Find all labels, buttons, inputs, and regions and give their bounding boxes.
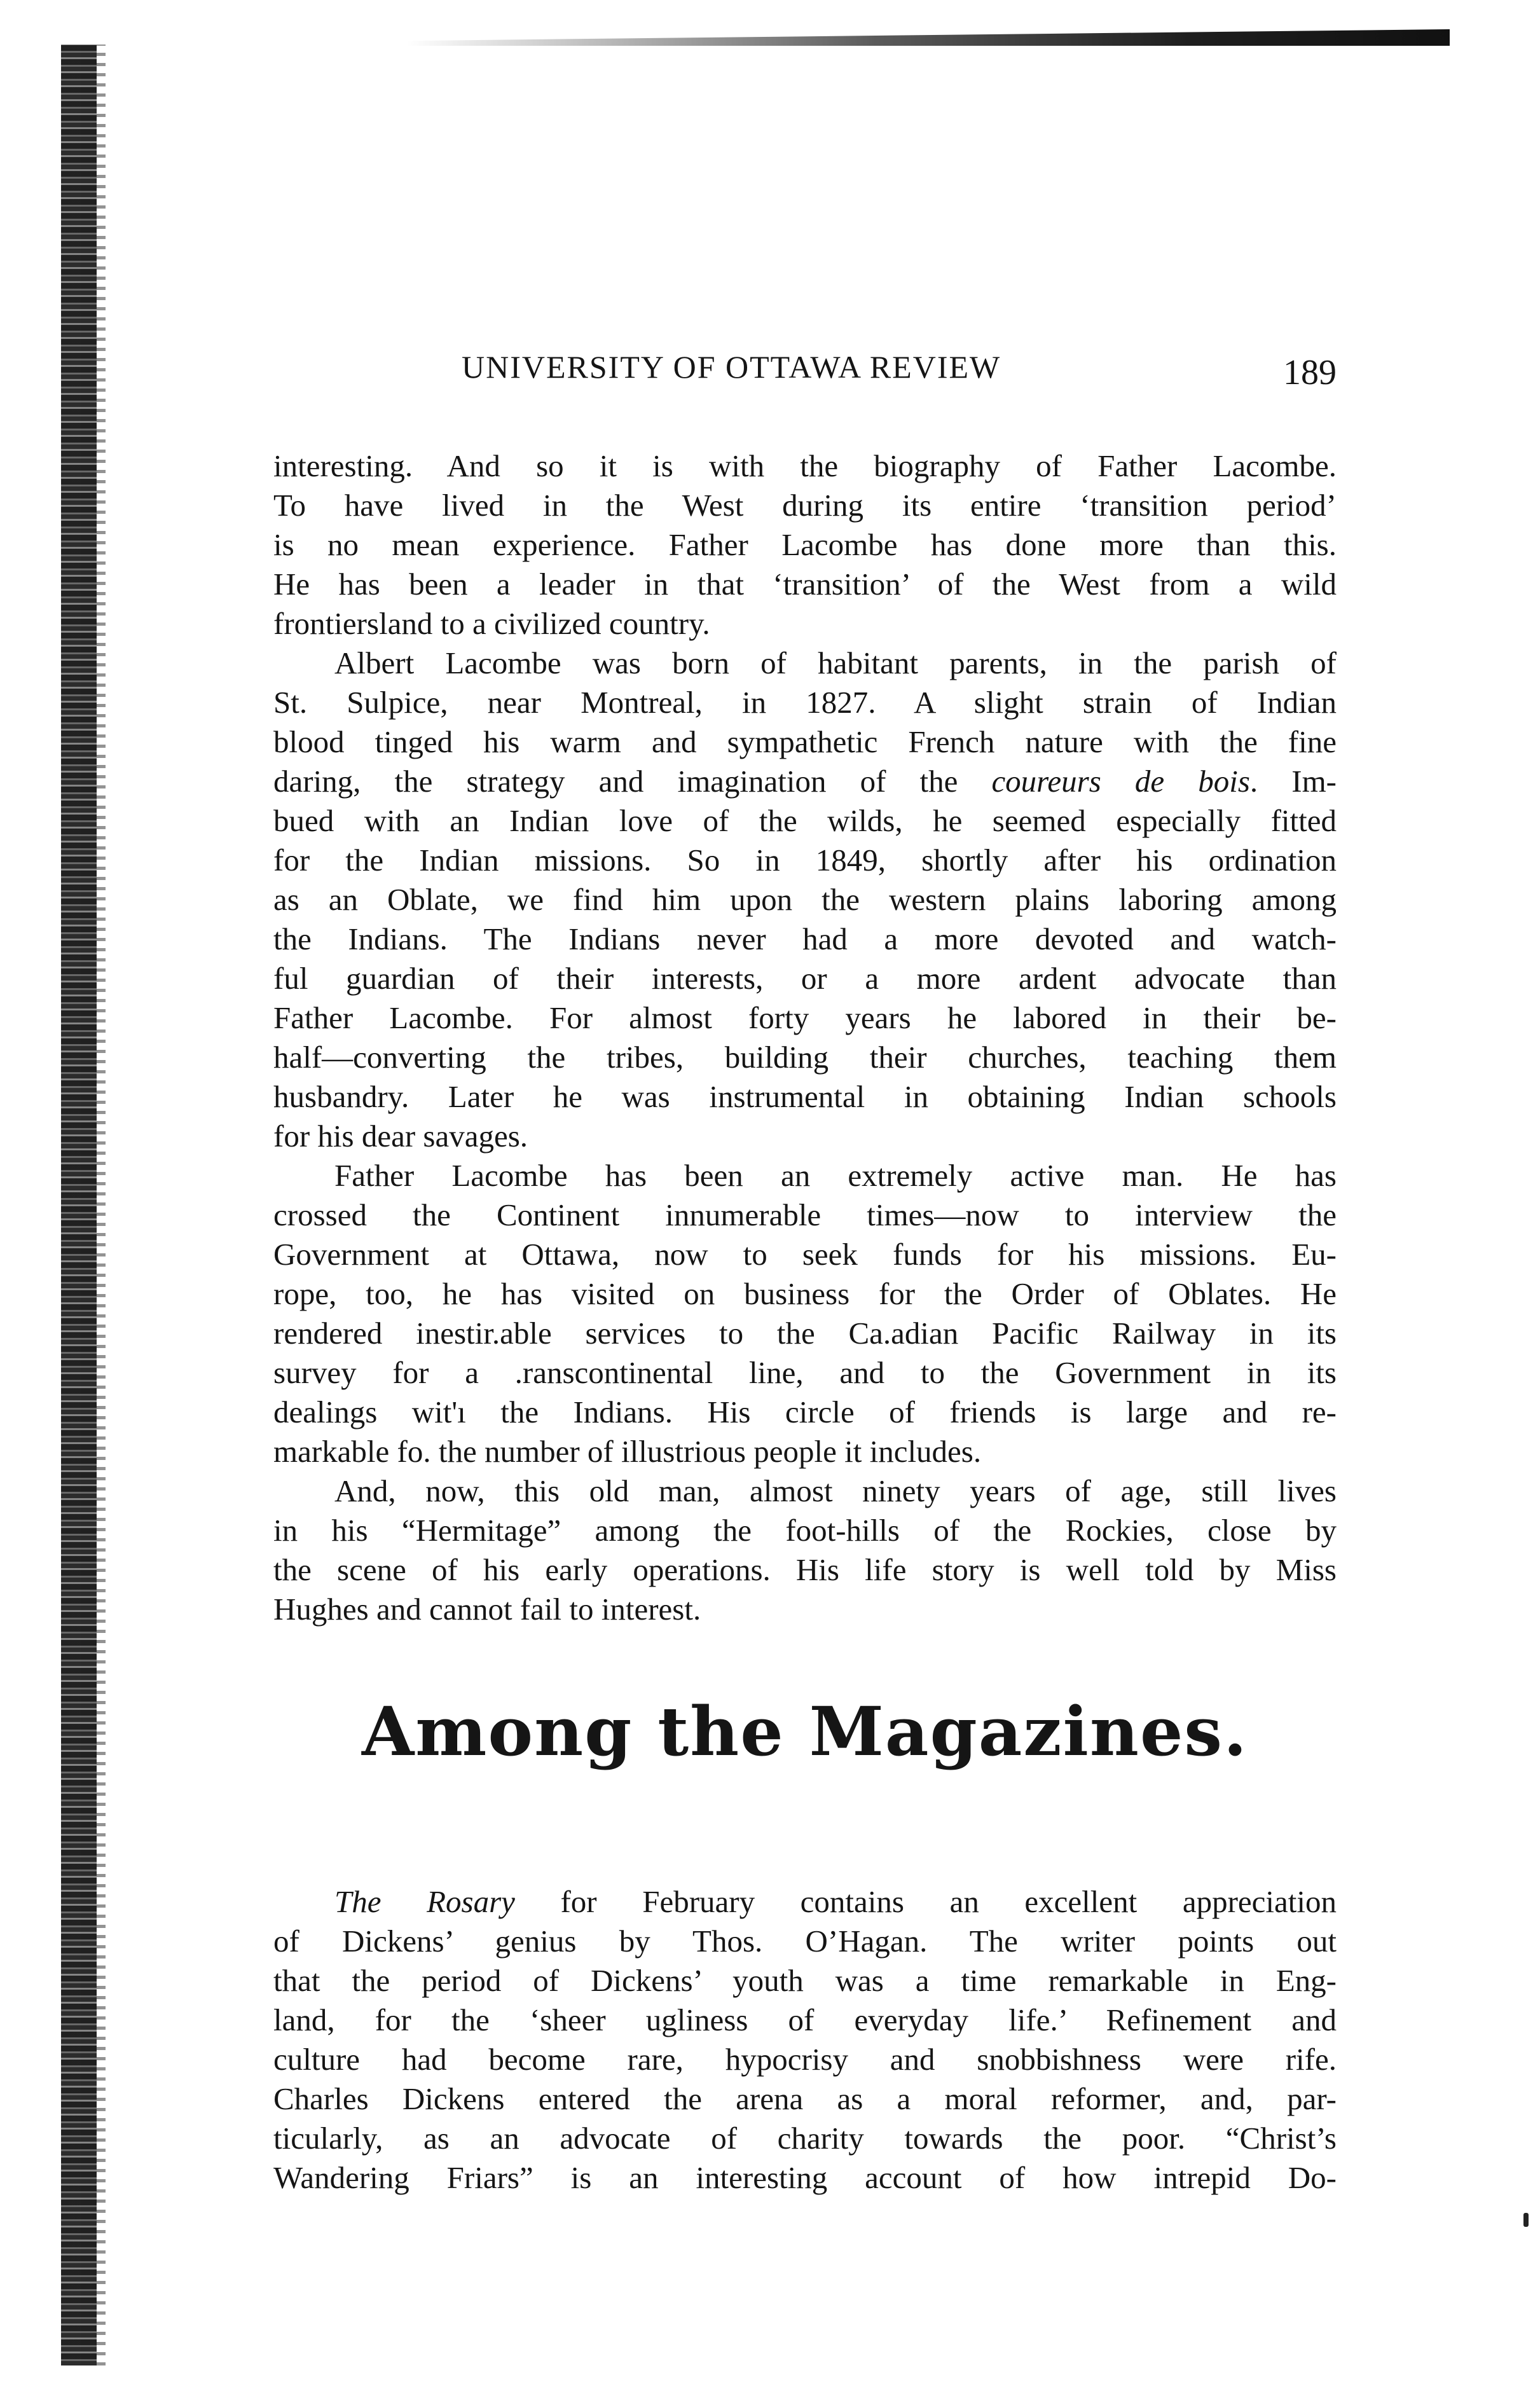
paragraph-start-line: And, now, this old man, almost ninety years of age, still lives xyxy=(334,1473,1337,1508)
paragraph-start-line: Albert Lacombe was born of habitant parents, in the parish of xyxy=(334,645,1337,680)
scan-top-edge xyxy=(407,29,1450,46)
text-line: markable fo. the number of illustrious people it includes. xyxy=(273,1434,982,1469)
text-line: He has been a leader in that ‘transition’ of the West from a wild xyxy=(273,567,1337,602)
text-line: in his “Hermitage” among the foot-hills of the Rockies, close by xyxy=(273,1513,1337,1548)
text-line: of Dickens’ genius by Thos. O’Hagan. The writer points out xyxy=(273,1924,1337,1959)
text-line: culture had become rare, hypocrisy and snobbishness were rife. xyxy=(273,2042,1337,2077)
text-line: dealings wit'ı the Indians. His circle of friends is large and re- xyxy=(273,1394,1337,1429)
text-line: that the period of Dickens’ youth was a time remarkable in Eng- xyxy=(273,1963,1337,1998)
text-line: blood tinged his warm and sympathetic French nature with the fine xyxy=(273,724,1337,759)
text-line: ticularly, as an advocate of charity towards the poor. “Christ’s xyxy=(273,2121,1337,2156)
text-line: Wandering Friars” is an interesting account of how intrepid Do- xyxy=(273,2160,1337,2195)
text-line: half—converting the tribes, building their churches, teaching them xyxy=(273,1040,1337,1075)
text-line: ful guardian of their interests, or a more ardent advocate than xyxy=(273,961,1337,996)
text-line: for the Indian missions. So in 1849, shortly after his ordination xyxy=(273,843,1337,878)
text-line: the Indians. The Indians never had a more devoted and watch- xyxy=(273,921,1337,956)
magazines-body xyxy=(273,1882,1337,2198)
text-line: frontiersland to a civilized country. xyxy=(273,606,710,641)
italic-title: The Rosary xyxy=(334,1884,515,1919)
text-line: Father Lacombe. For almost forty years he labored in their be- xyxy=(273,1000,1337,1035)
text-line: for his dear savages. xyxy=(273,1119,528,1153)
text-line: land, for the ‘sheer ugliness of everyday life.’ Refinement and xyxy=(273,2002,1337,2037)
page-number: 189 xyxy=(1283,353,1337,392)
text-line: interesting. And so it is with the biography of Father Lacombe. xyxy=(273,448,1337,483)
text-line: rendered inestir.able services to the Ca.adian Pacific Railway in its xyxy=(273,1316,1337,1351)
section-title: Among the Magazines. xyxy=(362,1691,1248,1771)
text-span: . Im- xyxy=(1249,764,1337,799)
text-line: husbandry. Later he was instrumental in obtaining Indian schools xyxy=(273,1079,1337,1114)
running-title: UNIVERSITY OF OTTAWA REVIEW xyxy=(462,349,1001,385)
text-line: crossed the Continent innumerable times—now to interview the xyxy=(273,1197,1337,1232)
text-line: survey for a .ranscontinental line, and to the Government in its xyxy=(273,1355,1337,1390)
text-line: is no mean experience. Father Lacombe has done more than this. xyxy=(273,527,1337,562)
italic-phrase: coureurs de bois xyxy=(991,764,1250,799)
text-span: daring, the strategy and imagination of the xyxy=(273,764,992,799)
paragraph-start-line xyxy=(273,1882,1337,1922)
running-head xyxy=(273,348,1337,399)
text-line: Charles Dickens entered the arena as a moral reformer, and, par- xyxy=(273,2081,1337,2116)
text-line: bued with an Indian love of the wilds, he seemed especially fitted xyxy=(273,803,1337,838)
text-line xyxy=(273,762,1337,801)
text-line: Hughes and cannot fail to interest. xyxy=(273,1592,701,1627)
text-line: the scene of his early operations. His life story is well told by Miss xyxy=(273,1552,1337,1587)
text-line: as an Oblate, we find him upon the western plains laboring among xyxy=(273,882,1337,917)
text-span: for February contains an excellent appreciation xyxy=(514,1884,1337,1919)
text-line: rope, too, he has visited on business for the Order of Oblates. He xyxy=(273,1276,1337,1311)
page-binding-edge xyxy=(61,45,97,2365)
text-line: Government at Ottawa, now to seek funds for his missions. Eu- xyxy=(273,1237,1337,1272)
paragraph-start-line: Father Lacombe has been an extremely active man. He has xyxy=(334,1158,1337,1193)
scan-speck xyxy=(1523,2213,1529,2227)
text-line: To have lived in the West during its entire ‘transition period’ xyxy=(273,488,1337,523)
text-line: St. Sulpice, near Montreal, in 1827. A slight strain of Indian xyxy=(273,685,1337,720)
article-body xyxy=(273,446,1337,1629)
